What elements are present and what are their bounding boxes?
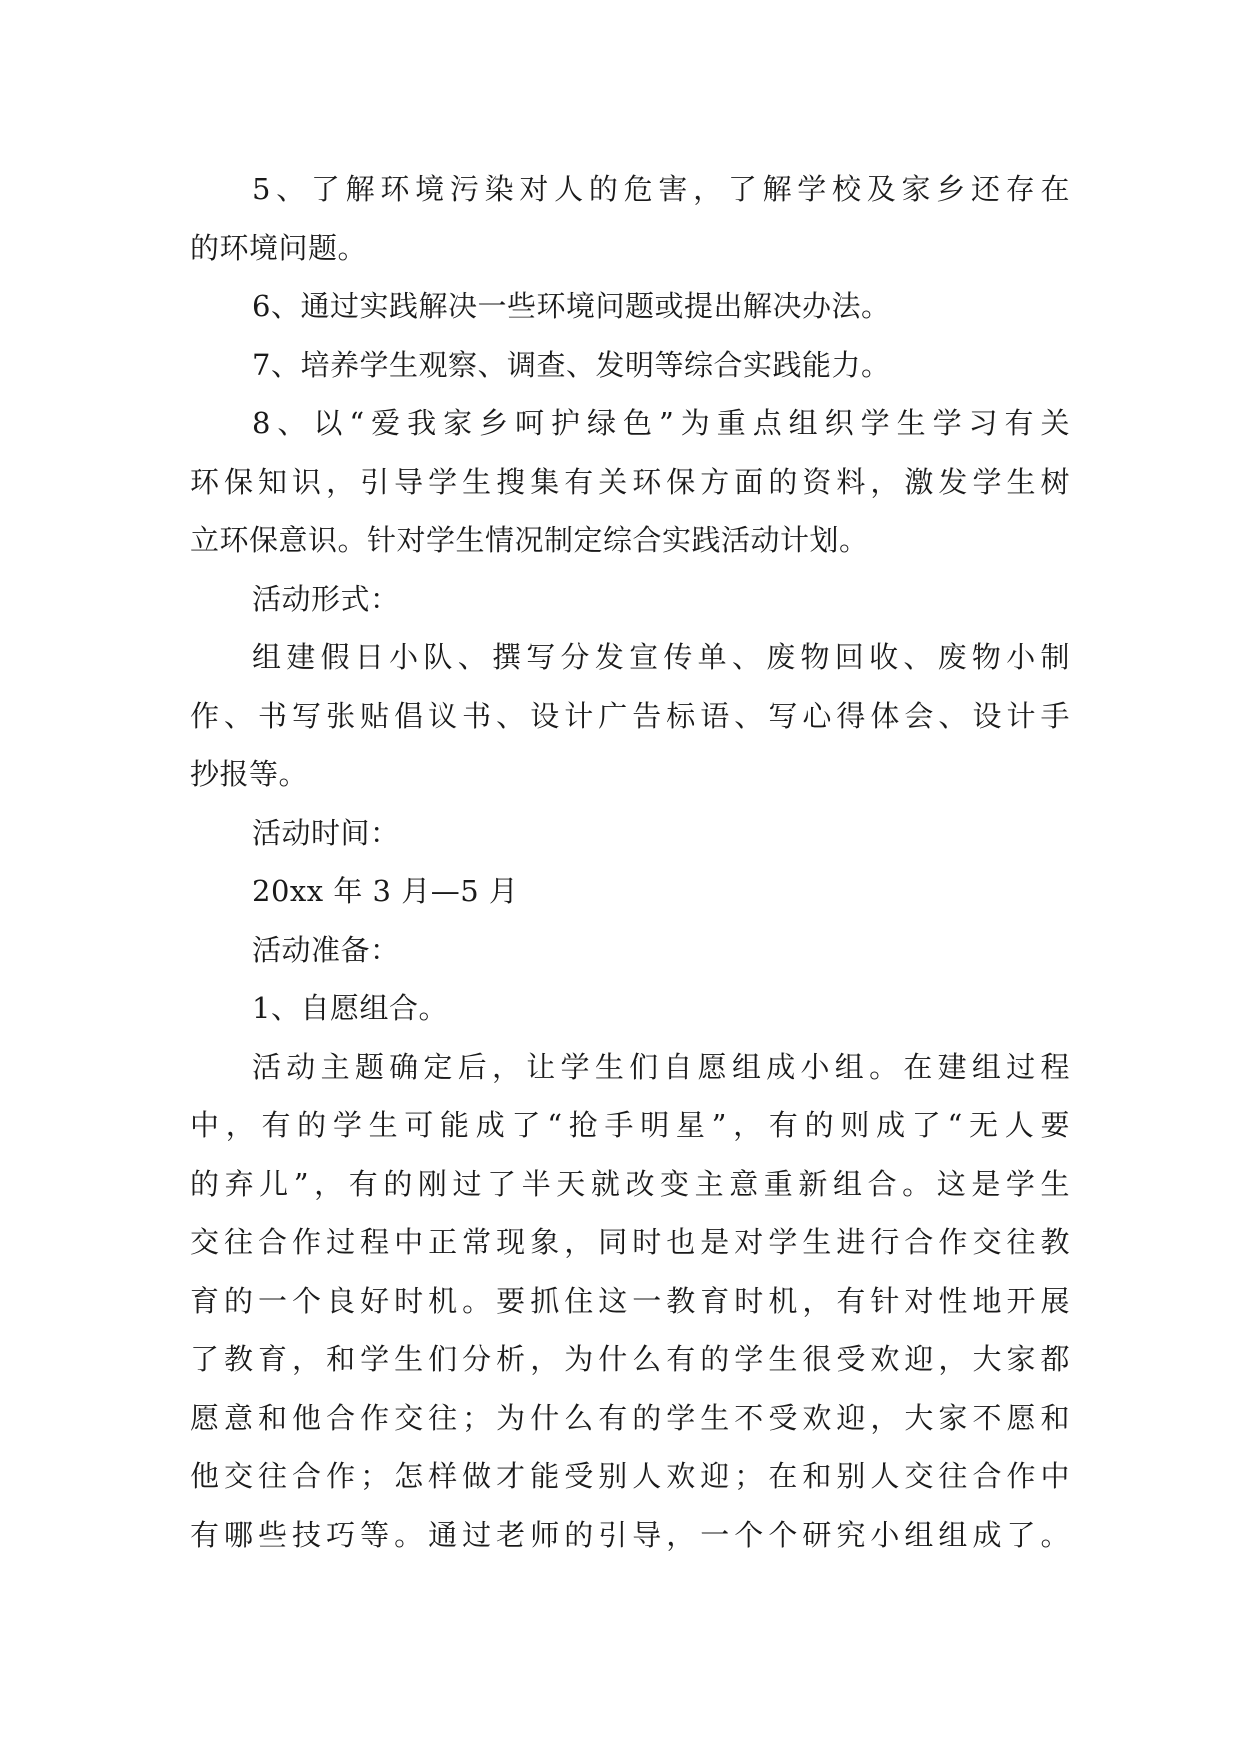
text-line: 组建假日小队、撰写分发宣传单、废物回收、废物小制	[252, 640, 1070, 674]
text-line: 交往合作过程中正常现象，同时也是对学生进行合作交往教	[190, 1225, 1070, 1259]
text-line: 育的一个良好时机。要抓住这一教育时机，有针对性地开展	[190, 1283, 1070, 1318]
text-line: 的弃儿”，有的刚过了半天就改变主意重新组合。这是学生	[190, 1166, 1070, 1201]
text-line: 活动主题确定后，让学生们自愿组成小组。在建组过程	[252, 1049, 1070, 1084]
document-page	[190, 160, 1070, 1564]
text-line: 作、书写张贴倡议书、设计广告标语、写心得体会、设计手	[190, 698, 1070, 733]
text-line: 20xx 年 3 月—5 月	[252, 874, 519, 908]
text-line: 环保知识，引导学生搜集有关环保方面的资料，激发学生树	[190, 464, 1070, 499]
text-line: 了教育，和学生们分析，为什么有的学生很受欢迎，大家都	[190, 1342, 1070, 1376]
text-line: 8、以“爱我家乡呵护绿色”为重点组织学生学习有关	[252, 406, 1070, 440]
section-heading: 活动准备：	[252, 932, 400, 967]
text-line: 5、了解环境污染对人的危害，了解学校及家乡还存在	[252, 172, 1070, 206]
text-line: 抄报等。	[190, 757, 309, 791]
text-line: 的环境问题。	[190, 230, 368, 265]
text-line: 他交往合作；怎样做才能受别人欢迎；在和别人交往合作中	[190, 1459, 1070, 1493]
text-line: 愿意和他合作交往；为什么有的学生不受欢迎，大家不愿和	[190, 1400, 1070, 1435]
text-line: 6、通过实践解决一些环境问题或提出解决办法。	[252, 289, 891, 323]
text-line: 1、自愿组合。	[252, 991, 448, 1025]
section-heading: 活动时间：	[252, 815, 400, 850]
text-line: 立环保意识。针对学生情况制定综合实践活动计划。	[190, 523, 869, 557]
text-line: 有哪些技巧等。通过老师的引导，一个个研究小组组成了。	[190, 1517, 1070, 1552]
section-heading: 活动形式：	[252, 581, 400, 616]
text-line: 7、培养学生观察、调查、发明等综合实践能力。	[252, 347, 891, 382]
text-line: 中，有的学生可能成了“抢手明星”，有的则成了“无人要	[190, 1108, 1070, 1142]
